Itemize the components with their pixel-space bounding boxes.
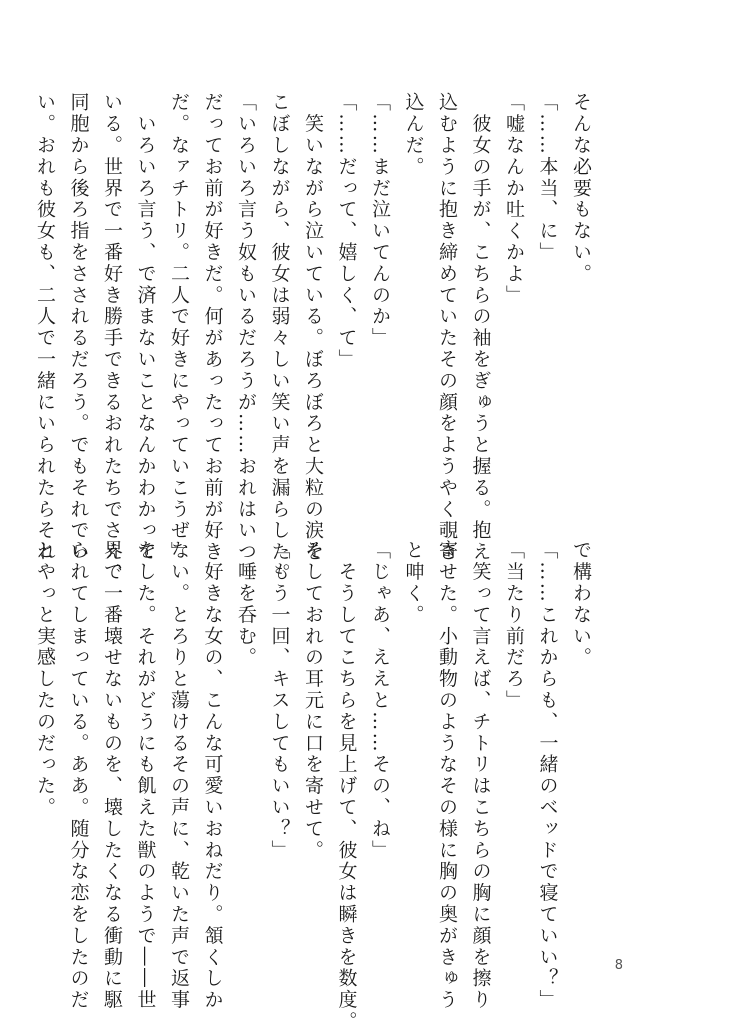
text-line: 「……これからも、一緒のベッドで寝ていい？」	[536, 540, 559, 1011]
text-line: ない。とろりと蕩けるその声に、乾いた声で返事	[168, 540, 190, 1011]
text-line: 「当たり前だろ」	[503, 540, 525, 712]
page-number: 8	[614, 958, 623, 973]
text-line: いろいろ言う、で済まないことなんかわかって	[134, 92, 157, 563]
text-line: 「……本当、に」	[536, 92, 559, 264]
text-line: そんな必要もない。	[570, 92, 592, 285]
text-line: 「嘘なんか吐くかよ」	[503, 92, 525, 306]
text-line: そうしてこちらを見上げて、彼女は瞬きを数度。	[335, 540, 358, 1032]
text-line: 同胞から後ろ指をさされるだろう。でもそれでい	[67, 92, 90, 563]
text-line: 「いろいろ言う奴もいるだろうが……おれはいつ	[235, 92, 257, 563]
text-line: 「じゃあ、ええと……その、ね」	[369, 540, 391, 861]
text-line: と呻く。	[402, 540, 425, 626]
text-line: 「……まだ泣いてんのか」	[369, 92, 391, 349]
text-line: で構わない。	[570, 540, 592, 669]
text-line: 込むように抱き締めていたその顔をようやく覗き	[436, 92, 458, 563]
text-line: とやっと実感したのだった。	[34, 540, 56, 819]
text-line: いる。世界で一番好き勝手できるおれたちでさえ、	[101, 92, 123, 585]
text-line: 寄せた。小動物のようなその様に胸の奥がきゅう	[436, 540, 458, 1011]
text-line: 界で一番壊せないものを、壊したくなる衝動に駆	[101, 540, 123, 1011]
text-line: られてしまっている。ああ。随分な恋をしたのだ	[67, 540, 90, 1011]
text-line: だ。なァチトリ。二人で好きにやっていこうぜ」	[168, 92, 190, 563]
text-line: 込んだ。	[402, 92, 425, 178]
text-line: だってお前が好きだ。何があったってお前が好き	[201, 92, 224, 563]
text-line: 彼女の手が、こちらの袖をぎゅうと握る。抱え	[469, 92, 492, 563]
lower-text-block	[28, 540, 598, 1032]
text-line: 「もう一回、キスしてもいい？」	[268, 540, 291, 861]
text-line: こぼしながら、彼女は弱々しい笑い声を漏らした。	[268, 92, 291, 585]
text-line: をした。それがどうにも飢えた獣のようで――世	[134, 540, 157, 1011]
text-line: い。おれも彼女も、二人で一緒にいられたらそれ	[34, 92, 56, 563]
text-line: 「……だって、嬉しく、て」	[335, 92, 358, 371]
text-line: そしておれの耳元に口を寄せて。	[302, 540, 324, 861]
text-line: 笑いながら泣いている。ぼろぼろと大粒の涙を	[302, 92, 324, 563]
text-line: 好きな女の、こんな可愛いおねだり。頷くしか	[201, 540, 224, 1011]
text-line: 笑って言えば、チトリはこちらの胸に顔を擦り	[469, 540, 492, 1011]
text-line: 唾を呑む。	[235, 540, 257, 669]
